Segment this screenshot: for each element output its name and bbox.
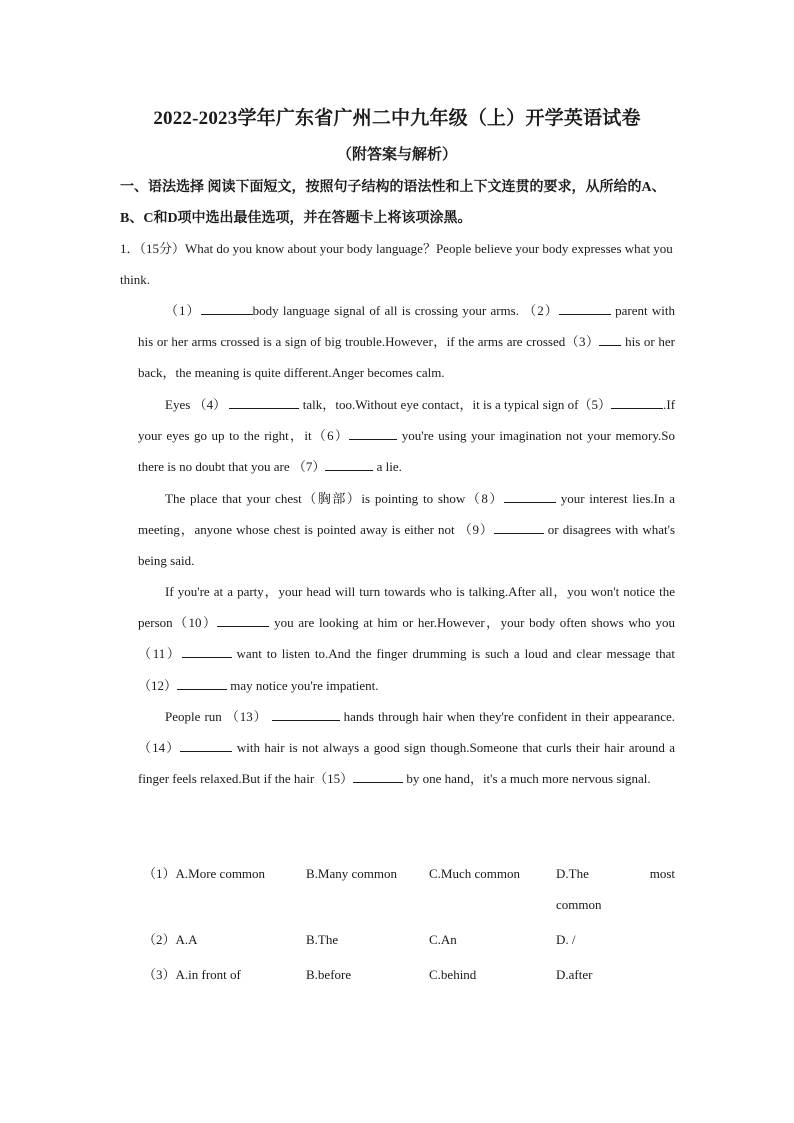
option-row-2 xyxy=(143,924,675,959)
answer-blank-14 xyxy=(180,738,232,752)
answer-blank-8 xyxy=(504,489,556,503)
option-2-a[interactable]: （2）A.A xyxy=(143,932,198,947)
question-number: 1．（15分） xyxy=(120,241,186,256)
option-row-1 xyxy=(143,858,675,924)
option-1-d[interactable]: D.The most common xyxy=(556,866,675,912)
answer-options xyxy=(143,858,675,994)
passage-paragraph-2: Eyes （4） talk，too.Without eye contact，it is a typical sign of（5） .If your eyes go up to the right，it（6） you're using your imagination not your memory.So there is no doubt that you are （7） a lie. xyxy=(138,397,676,475)
option-row-3 xyxy=(143,959,675,994)
option-2-c[interactable]: C.An xyxy=(429,932,457,947)
answer-blank-1 xyxy=(201,301,253,315)
answer-blank-11 xyxy=(182,644,232,658)
page-title: 2022-2023学年广东省广州二中九年级（上）开学英语试卷 xyxy=(153,108,641,129)
answer-blank-13 xyxy=(272,707,340,721)
page-subtitle: （附答案与解析） xyxy=(336,147,457,163)
answer-blank-2 xyxy=(559,301,611,315)
option-1-c[interactable]: C.Much common xyxy=(429,866,520,881)
option-2-b[interactable]: B.The xyxy=(306,932,339,947)
answer-blank-15 xyxy=(353,769,403,783)
question-intro: What do you know about your body language？People believe your body expresses what you think. xyxy=(120,241,673,287)
passage-paragraph-5: People run （13） hands through hair when they're confident in their appearance. （14） with hair is not always a good sign though.Someone that curls their hair around a finger feels relaxed.But if the hair（15） by one hand，it's a much more nervous signal. xyxy=(138,709,675,787)
answer-blank-9 xyxy=(494,520,544,534)
option-3-b[interactable]: B.before xyxy=(306,967,352,982)
option-1-a[interactable]: （1）A.More common xyxy=(143,866,266,881)
passage-paragraph-4: If you're at a party，your head will turn towards who is talking.After all，you won't notice the person（10） you are looking at him or her.However，your body often shows who you （11） want to listen to.And the finger drumming is such a loud and clear message that （12） may notice you're impatient. xyxy=(138,584,676,693)
question-header xyxy=(120,233,676,295)
answer-blank-12 xyxy=(177,676,227,690)
option-3-a[interactable]: （3）A.in front of xyxy=(143,967,241,982)
answer-blank-4 xyxy=(229,395,299,409)
option-2-d[interactable]: D. / xyxy=(556,932,576,947)
section-instructions: 一、语法选择 阅读下面短文，按照句子结构的语法性和上下文连贯的要求，从所给的A、B、C和D项中选出最佳选项，并在答题卡上将该项涂黑。 xyxy=(120,180,666,226)
answer-blank-5 xyxy=(611,395,663,409)
answer-blank-3 xyxy=(599,332,621,346)
option-1-b[interactable]: B.Many common xyxy=(306,866,397,881)
option-3-c[interactable]: C.behind xyxy=(429,967,477,982)
answer-blank-6 xyxy=(349,426,397,440)
answer-blank-7 xyxy=(325,457,373,471)
passage-paragraph-3: The place that your chest（胸部）is pointing to show（8） your interest lies.In a meeting，anyone whose chest is pointed away is either not （9） or disagrees with what's being said. xyxy=(138,491,676,569)
answer-blank-10 xyxy=(217,613,269,627)
option-3-d[interactable]: D.after xyxy=(556,967,593,982)
passage-paragraph-1: （1） body language signal of all is crossing your arms. （2） parent with his or her arms crossed is a sign of big trouble.However，if the arms are crossed（3） his or her back，the meaning is quite different.Anger becomes calm. xyxy=(138,303,676,381)
